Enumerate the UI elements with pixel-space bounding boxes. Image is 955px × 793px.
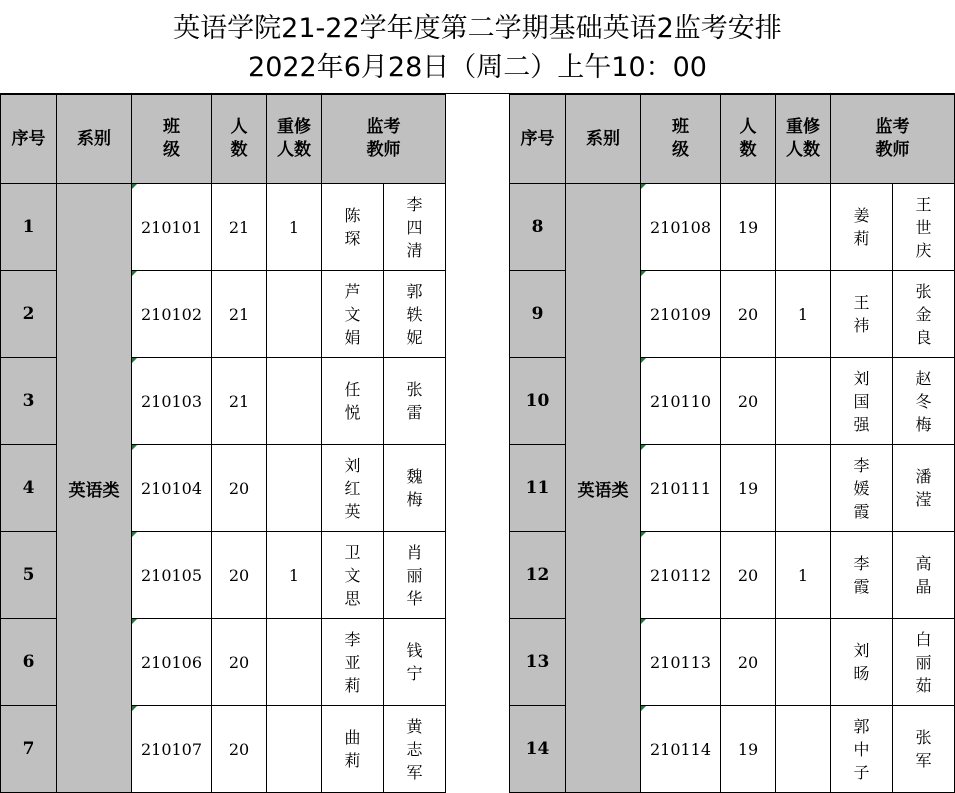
proctor-1-cell: 刘红英 <box>322 445 384 532</box>
header-seq: 序号 <box>1 95 57 184</box>
retake-cell <box>776 706 831 793</box>
schedule-table-right <box>509 94 955 793</box>
proctor-1-cell: 王祎 <box>831 271 893 358</box>
proctor-1-cell: 曲莉 <box>322 706 384 793</box>
count-cell: 20 <box>721 358 776 445</box>
proctor-1-cell: 卫文思 <box>322 532 384 619</box>
cell-marker-icon <box>641 619 646 624</box>
header-proctor: 监考教师 <box>831 95 955 184</box>
cell-marker-icon <box>641 271 646 276</box>
seq-cell: 7 <box>1 706 57 793</box>
class-cell: 210108 <box>641 184 721 271</box>
header-proctor: 监考教师 <box>322 95 446 184</box>
count-cell: 20 <box>212 706 267 793</box>
seq-cell: 6 <box>1 619 57 706</box>
retake-cell <box>267 619 322 706</box>
proctor-2-cell: 钱宁 <box>384 619 446 706</box>
count-cell: 19 <box>721 706 776 793</box>
proctor-1-cell: 姜莉 <box>831 184 893 271</box>
seq-cell: 4 <box>1 445 57 532</box>
proctor-1-cell: 李亚莉 <box>322 619 384 706</box>
count-cell: 21 <box>212 358 267 445</box>
proctor-1-cell: 芦文娟 <box>322 271 384 358</box>
proctor-2-cell: 高晶 <box>893 532 955 619</box>
class-cell: 210109 <box>641 271 721 358</box>
proctor-1-cell: 刘旸 <box>831 619 893 706</box>
seq-cell: 12 <box>510 532 566 619</box>
count-cell: 20 <box>721 619 776 706</box>
proctor-2-cell: 潘滢 <box>893 445 955 532</box>
class-cell: 210111 <box>641 445 721 532</box>
dept-cell: 英语类 <box>566 184 641 793</box>
retake-cell <box>267 706 322 793</box>
dept-cell: 英语类 <box>57 184 132 793</box>
retake-cell: 1 <box>776 271 831 358</box>
class-cell: 210101 <box>132 184 212 271</box>
header-retake: 重修人数 <box>267 95 322 184</box>
proctor-2-cell: 张金良 <box>893 271 955 358</box>
proctor-2-cell: 张雷 <box>384 358 446 445</box>
cell-marker-icon <box>641 706 646 711</box>
proctor-1-cell: 陈琛 <box>322 184 384 271</box>
header-class: 班级 <box>641 95 721 184</box>
retake-cell <box>776 358 831 445</box>
header-class: 班级 <box>132 95 212 184</box>
cell-marker-icon <box>132 184 137 189</box>
header-dept: 系别 <box>566 95 641 184</box>
retake-cell: 1 <box>267 532 322 619</box>
count-cell: 19 <box>721 184 776 271</box>
seq-cell: 13 <box>510 619 566 706</box>
proctor-1-cell: 李霞 <box>831 532 893 619</box>
cell-marker-icon <box>641 184 646 189</box>
count-cell: 20 <box>721 271 776 358</box>
cell-marker-icon <box>132 706 137 711</box>
count-cell: 19 <box>721 445 776 532</box>
cell-marker-icon <box>641 532 646 537</box>
seq-cell: 8 <box>510 184 566 271</box>
count-cell: 20 <box>212 445 267 532</box>
seq-cell: 5 <box>1 532 57 619</box>
retake-cell: 1 <box>776 532 831 619</box>
proctor-2-cell: 李四清 <box>384 184 446 271</box>
page-subtitle: 2022年6月28日（周二）上午10：00 <box>248 52 707 83</box>
count-cell: 21 <box>212 184 267 271</box>
proctor-1-cell: 刘国强 <box>831 358 893 445</box>
proctor-1-cell: 李媛霞 <box>831 445 893 532</box>
count-cell: 20 <box>212 532 267 619</box>
schedule-table-left <box>0 94 446 793</box>
retake-cell <box>776 445 831 532</box>
header-count: 人数 <box>721 95 776 184</box>
proctor-2-cell: 赵冬梅 <box>893 358 955 445</box>
retake-cell <box>267 445 322 532</box>
proctor-2-cell: 王世庆 <box>893 184 955 271</box>
cell-marker-icon <box>132 532 137 537</box>
cell-marker-icon <box>132 271 137 276</box>
class-cell: 210113 <box>641 619 721 706</box>
proctor-1-cell: 任悦 <box>322 358 384 445</box>
proctor-2-cell: 郭轶妮 <box>384 271 446 358</box>
seq-cell: 1 <box>1 184 57 271</box>
class-cell: 210112 <box>641 532 721 619</box>
cell-marker-icon <box>132 445 137 450</box>
class-cell: 210110 <box>641 358 721 445</box>
seq-cell: 11 <box>510 445 566 532</box>
cell-marker-icon <box>641 445 646 450</box>
seq-cell: 9 <box>510 271 566 358</box>
class-cell: 210104 <box>132 445 212 532</box>
count-cell: 20 <box>721 532 776 619</box>
proctor-1-cell: 郭中子 <box>831 706 893 793</box>
proctor-2-cell: 白丽茹 <box>893 619 955 706</box>
retake-cell <box>776 184 831 271</box>
table-row <box>510 184 955 271</box>
class-cell: 210106 <box>132 619 212 706</box>
table-row <box>1 184 446 271</box>
class-cell: 210102 <box>132 271 212 358</box>
retake-cell: 1 <box>267 184 322 271</box>
header-seq: 序号 <box>510 95 566 184</box>
count-cell: 21 <box>212 271 267 358</box>
header-dept: 系别 <box>57 95 132 184</box>
cell-marker-icon <box>132 619 137 624</box>
cell-marker-icon <box>132 358 137 363</box>
count-cell: 20 <box>212 619 267 706</box>
header-count: 人数 <box>212 95 267 184</box>
class-cell: 210114 <box>641 706 721 793</box>
proctor-2-cell: 魏梅 <box>384 445 446 532</box>
seq-cell: 3 <box>1 358 57 445</box>
page-title: 英语学院21-22学年度第二学期基础英语2监考安排 <box>173 13 782 44</box>
header-retake: 重修人数 <box>776 95 831 184</box>
retake-cell <box>267 358 322 445</box>
seq-cell: 14 <box>510 706 566 793</box>
proctor-2-cell: 黄志军 <box>384 706 446 793</box>
class-cell: 210107 <box>132 706 212 793</box>
proctor-2-cell: 肖丽华 <box>384 532 446 619</box>
class-cell: 210103 <box>132 358 212 445</box>
retake-cell <box>776 619 831 706</box>
proctor-2-cell: 张军 <box>893 706 955 793</box>
class-cell: 210105 <box>132 532 212 619</box>
retake-cell <box>267 271 322 358</box>
cell-marker-icon <box>641 358 646 363</box>
seq-cell: 2 <box>1 271 57 358</box>
seq-cell: 10 <box>510 358 566 445</box>
